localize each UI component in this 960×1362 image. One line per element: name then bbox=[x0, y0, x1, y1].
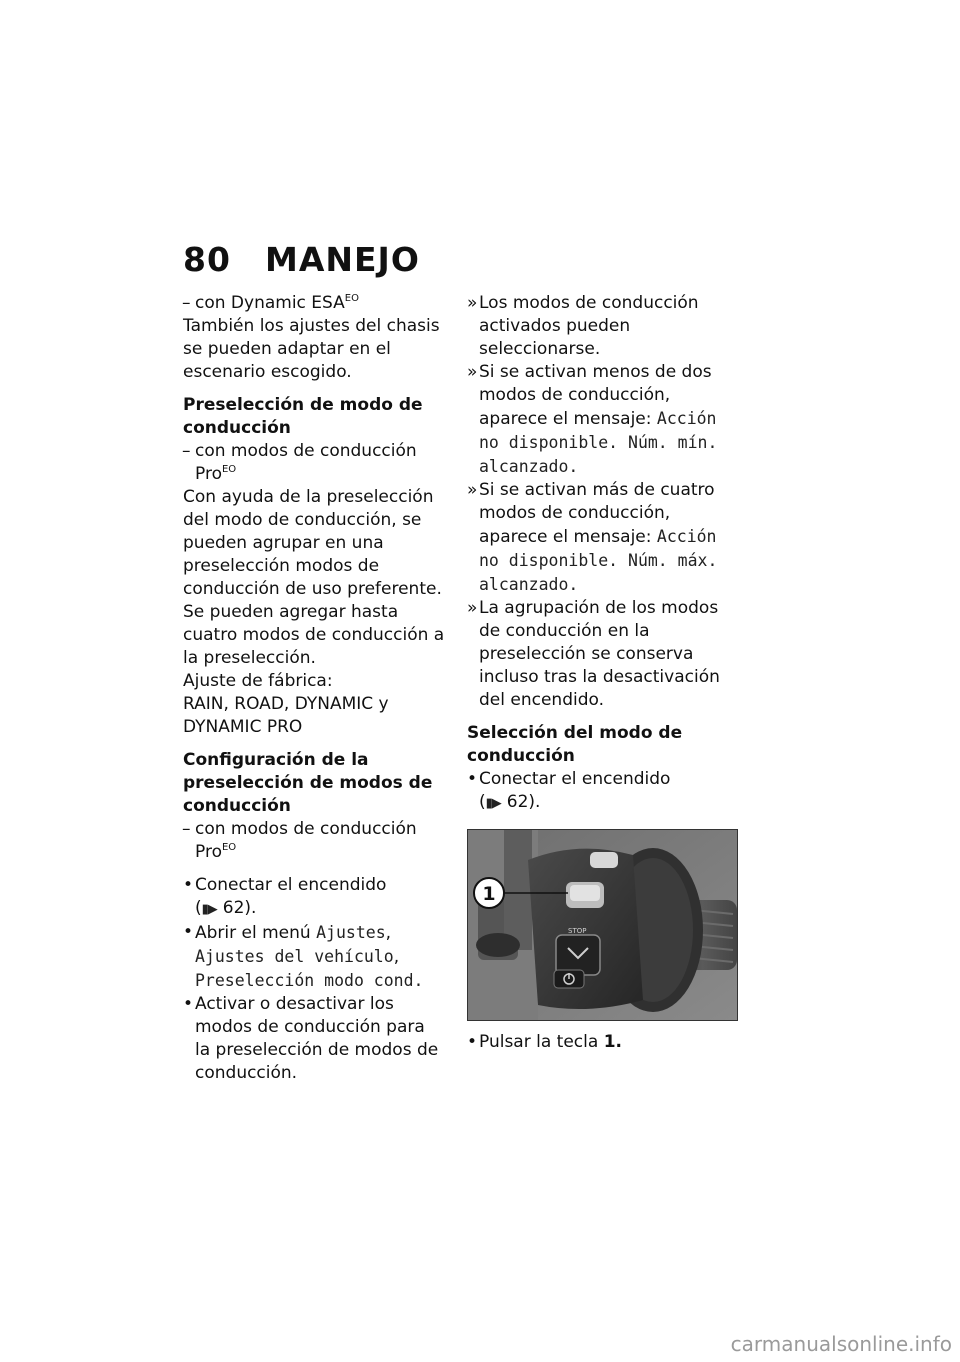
handlebar-switch-illustration bbox=[468, 830, 737, 1020]
page-title: MANEJO bbox=[265, 240, 420, 279]
page-number: 80 bbox=[183, 240, 231, 279]
callout-number: 1 bbox=[482, 883, 496, 905]
step-ignition-on: • Conectar el encendido (▮▶ 62). bbox=[183, 874, 445, 921]
condition-dynamic-esa: – con Dynamic $ESA^{EO}$ bbox=[183, 292, 445, 315]
condition-riding-modes-pro: – con modos de conducción Pro$^{EO}$ bbox=[183, 440, 445, 486]
paragraph-preselection: Con ayuda de la preselección del modo de conducción, se pueden agrupar en una preselección modos de conducción de uso preferente. bbox=[183, 487, 442, 599]
condition-riding-modes-pro-2: – con modos de conducción Pro$^{EO}$ bbox=[183, 818, 445, 864]
left-column bbox=[183, 292, 445, 1085]
right-column bbox=[467, 292, 742, 1054]
result-max-modes: » Si se activan más de cuatro modos de conducción, aparece el mensaje: Acción no disponible. Núm. máx. alcanzado. bbox=[467, 479, 742, 597]
menu-settings: Ajustes bbox=[316, 923, 386, 942]
menu-mode-preselection: Preselección modo cond. bbox=[195, 971, 424, 990]
step-toggle-modes: • Activar o desactivar los modos de conducción para la preselección de modos de conducción. bbox=[183, 993, 445, 1085]
step-press-key: • Pulsar la tecla 1. bbox=[467, 1031, 742, 1054]
result-min-modes: » Si se activan menos de dos modos de conducción, aparece el mensaje: Acción no disponible. Núm. mín. alcanzado. bbox=[467, 361, 742, 479]
optional-equipment-mark: EO bbox=[344, 293, 359, 304]
message-max-reached: Acción no disponible. Núm. máx. alcanzado. bbox=[479, 527, 718, 594]
step-open-menu: • Abrir el menú Ajustes, Ajustes del vehículo, Preselección modo cond. bbox=[183, 921, 445, 993]
watermark: carmanualsonline.info bbox=[730, 1332, 952, 1356]
paragraph-factory-setting: Ajuste de fábrica: bbox=[183, 671, 333, 691]
step-ignition-on-2: • Conectar el encendido (▮▶ 62). bbox=[467, 768, 742, 815]
heading-configuration: Configuración de la preselección de modos de conducción bbox=[183, 750, 433, 816]
result-grouping-kept: » La agrupación de los modos de conducción en la preselección se conserva incluso tras la desactivación del encendido. bbox=[467, 597, 742, 712]
heading-mode-selection: Selección del modo de conducción bbox=[467, 723, 683, 766]
message-min-reached: Acción no disponible. Núm. mín. alcanzado. bbox=[479, 409, 718, 476]
paragraph-max-modes: Se pueden agregar hasta cuatro modos de conducción a la preselección. bbox=[183, 602, 445, 668]
page-reference-arrow-icon: ▮▶ bbox=[485, 796, 501, 811]
page-header bbox=[183, 240, 420, 280]
paragraph-factory-modes: RAIN, ROAD, DYNAMIC y DYNAMIC PRO bbox=[183, 694, 389, 737]
optional-equipment-mark: EO bbox=[221, 842, 237, 853]
heading-preselection: Preselección de modo de conducción bbox=[183, 395, 423, 438]
paragraph-chassis: También los ajustes del chasis se pueden adaptar en el escenario escogido. bbox=[183, 316, 440, 382]
result-modes-selectable: » Los modos de conducción activados pueden seleccionarse. bbox=[467, 292, 742, 361]
handlebar-switch-photo bbox=[467, 829, 738, 1021]
svg-text:STOP: STOP bbox=[568, 927, 587, 935]
menu-vehicle-settings: Ajustes del vehículo bbox=[195, 947, 394, 966]
page-reference-arrow-icon: ▮▶ bbox=[201, 902, 217, 917]
optional-equipment-mark: EO bbox=[221, 464, 237, 475]
key-reference: 1. bbox=[603, 1032, 622, 1052]
